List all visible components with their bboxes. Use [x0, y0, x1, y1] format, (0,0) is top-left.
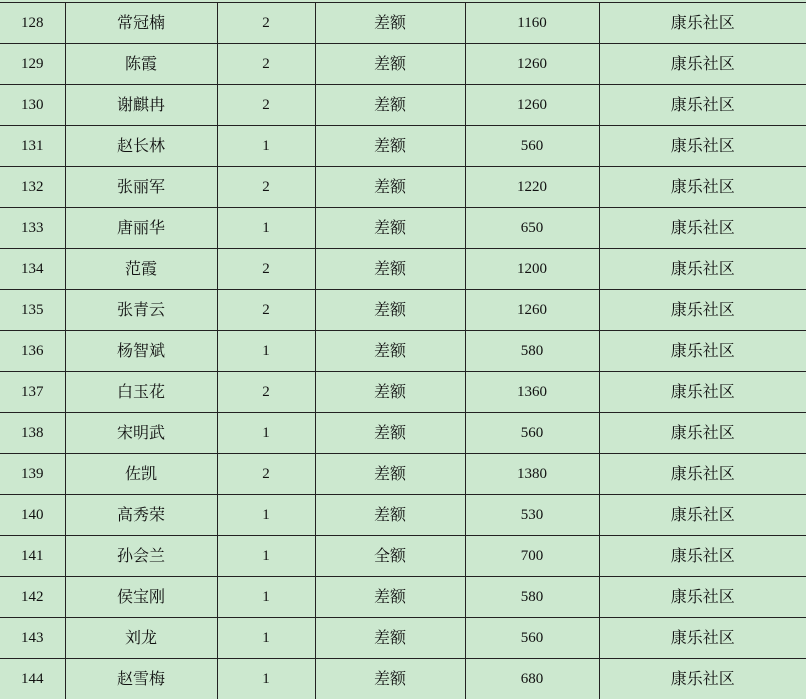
row-number-cell[interactable]: 140 [0, 495, 65, 536]
count-cell[interactable]: 1 [217, 495, 315, 536]
community-cell[interactable]: 康乐社区 [599, 167, 806, 208]
table-row [0, 249, 806, 290]
amount-cell[interactable]: 1220 [465, 167, 599, 208]
count-cell[interactable]: 2 [217, 44, 315, 85]
row-number-cell[interactable]: 141 [0, 536, 65, 577]
row-number-cell[interactable]: 143 [0, 618, 65, 659]
community-cell[interactable]: 康乐社区 [599, 413, 806, 454]
name-cell[interactable]: 张丽军 [65, 167, 217, 208]
table-row [0, 495, 806, 536]
name-cell[interactable]: 佐凯 [65, 454, 217, 495]
amount-cell[interactable]: 1380 [465, 454, 599, 495]
row-number-cell[interactable]: 142 [0, 577, 65, 618]
table-row [0, 290, 806, 331]
type-cell[interactable]: 差额 [315, 454, 465, 495]
count-cell[interactable]: 1 [217, 659, 315, 699]
community-cell[interactable]: 康乐社区 [599, 577, 806, 618]
name-cell[interactable]: 白玉花 [65, 372, 217, 413]
table-row [0, 536, 806, 577]
amount-cell[interactable]: 1260 [465, 85, 599, 126]
count-cell[interactable]: 1 [217, 331, 315, 372]
count-cell[interactable]: 1 [217, 208, 315, 249]
name-cell[interactable]: 范霞 [65, 249, 217, 290]
table-row [0, 659, 806, 699]
row-number-cell[interactable]: 134 [0, 249, 65, 290]
amount-cell[interactable]: 700 [465, 536, 599, 577]
amount-cell[interactable]: 1160 [465, 3, 599, 44]
type-cell[interactable]: 差额 [315, 85, 465, 126]
table-row [0, 208, 806, 249]
count-cell[interactable]: 1 [217, 536, 315, 577]
count-cell[interactable]: 2 [217, 85, 315, 126]
type-cell[interactable]: 差额 [315, 126, 465, 167]
community-cell[interactable]: 康乐社区 [599, 249, 806, 290]
type-cell[interactable]: 差额 [315, 331, 465, 372]
type-cell[interactable]: 差额 [315, 290, 465, 331]
row-number-cell[interactable]: 137 [0, 372, 65, 413]
amount-cell[interactable]: 680 [465, 659, 599, 699]
type-cell[interactable]: 差额 [315, 413, 465, 454]
community-cell[interactable]: 康乐社区 [599, 3, 806, 44]
community-cell[interactable]: 康乐社区 [599, 495, 806, 536]
row-number-cell[interactable]: 136 [0, 331, 65, 372]
table-row [0, 126, 806, 167]
type-cell[interactable]: 全额 [315, 536, 465, 577]
row-number-cell[interactable]: 131 [0, 126, 65, 167]
amount-cell[interactable]: 1360 [465, 372, 599, 413]
row-number-cell[interactable]: 132 [0, 167, 65, 208]
amount-cell[interactable]: 1260 [465, 290, 599, 331]
row-number-cell[interactable]: 128 [0, 3, 65, 44]
row-number-cell[interactable]: 130 [0, 85, 65, 126]
amount-cell[interactable]: 560 [465, 413, 599, 454]
table-row [0, 372, 806, 413]
name-cell[interactable]: 侯宝刚 [65, 577, 217, 618]
row-number-cell[interactable]: 144 [0, 659, 65, 699]
type-cell[interactable]: 差额 [315, 495, 465, 536]
row-number-cell[interactable]: 135 [0, 290, 65, 331]
community-cell[interactable]: 康乐社区 [599, 290, 806, 331]
count-cell[interactable]: 1 [217, 618, 315, 659]
name-cell[interactable]: 唐丽华 [65, 208, 217, 249]
table-row [0, 577, 806, 618]
type-cell[interactable]: 差额 [315, 208, 465, 249]
amount-cell[interactable]: 580 [465, 577, 599, 618]
type-cell[interactable]: 差额 [315, 372, 465, 413]
name-cell[interactable]: 谢麒冉 [65, 85, 217, 126]
community-cell[interactable]: 康乐社区 [599, 208, 806, 249]
count-cell[interactable]: 2 [217, 249, 315, 290]
count-cell[interactable]: 2 [217, 290, 315, 331]
amount-cell[interactable]: 560 [465, 618, 599, 659]
count-cell[interactable]: 2 [217, 454, 315, 495]
name-cell[interactable]: 陈霞 [65, 44, 217, 85]
community-cell[interactable]: 康乐社区 [599, 85, 806, 126]
table-row [0, 44, 806, 85]
community-cell[interactable]: 康乐社区 [599, 536, 806, 577]
count-cell[interactable]: 2 [217, 167, 315, 208]
table-body [0, 3, 806, 699]
name-cell[interactable]: 赵雪梅 [65, 659, 217, 699]
amount-cell[interactable]: 1260 [465, 44, 599, 85]
table-row [0, 413, 806, 454]
community-cell[interactable]: 康乐社区 [599, 618, 806, 659]
amount-cell[interactable]: 1200 [465, 249, 599, 290]
name-cell[interactable]: 刘龙 [65, 618, 217, 659]
amount-cell[interactable]: 580 [465, 331, 599, 372]
amount-cell[interactable]: 530 [465, 495, 599, 536]
name-cell[interactable]: 杨智斌 [65, 331, 217, 372]
row-number-cell[interactable]: 138 [0, 413, 65, 454]
type-cell[interactable]: 差额 [315, 167, 465, 208]
type-cell[interactable]: 差额 [315, 618, 465, 659]
community-cell[interactable]: 康乐社区 [599, 331, 806, 372]
community-cell[interactable]: 康乐社区 [599, 659, 806, 699]
table-row [0, 3, 806, 44]
name-cell[interactable]: 高秀荣 [65, 495, 217, 536]
name-cell[interactable]: 常冠楠 [65, 3, 217, 44]
type-cell[interactable]: 差额 [315, 577, 465, 618]
name-cell[interactable]: 宋明武 [65, 413, 217, 454]
data-table [0, 2, 806, 699]
table-row [0, 167, 806, 208]
table-row [0, 454, 806, 495]
row-number-cell[interactable]: 133 [0, 208, 65, 249]
type-cell[interactable]: 差额 [315, 44, 465, 85]
amount-cell[interactable]: 560 [465, 126, 599, 167]
community-cell[interactable]: 康乐社区 [599, 372, 806, 413]
count-cell[interactable]: 2 [217, 372, 315, 413]
name-cell[interactable]: 孙会兰 [65, 536, 217, 577]
row-number-cell[interactable]: 129 [0, 44, 65, 85]
community-cell[interactable]: 康乐社区 [599, 126, 806, 167]
table-row [0, 85, 806, 126]
row-number-cell[interactable]: 139 [0, 454, 65, 495]
count-cell[interactable]: 1 [217, 413, 315, 454]
type-cell[interactable]: 差额 [315, 3, 465, 44]
community-cell[interactable]: 康乐社区 [599, 44, 806, 85]
community-cell[interactable]: 康乐社区 [599, 454, 806, 495]
count-cell[interactable]: 1 [217, 577, 315, 618]
table-row [0, 618, 806, 659]
count-cell[interactable]: 1 [217, 126, 315, 167]
name-cell[interactable]: 赵长林 [65, 126, 217, 167]
type-cell[interactable]: 差额 [315, 659, 465, 699]
amount-cell[interactable]: 650 [465, 208, 599, 249]
count-cell[interactable]: 2 [217, 3, 315, 44]
type-cell[interactable]: 差额 [315, 249, 465, 290]
name-cell[interactable]: 张青云 [65, 290, 217, 331]
table-row [0, 331, 806, 372]
